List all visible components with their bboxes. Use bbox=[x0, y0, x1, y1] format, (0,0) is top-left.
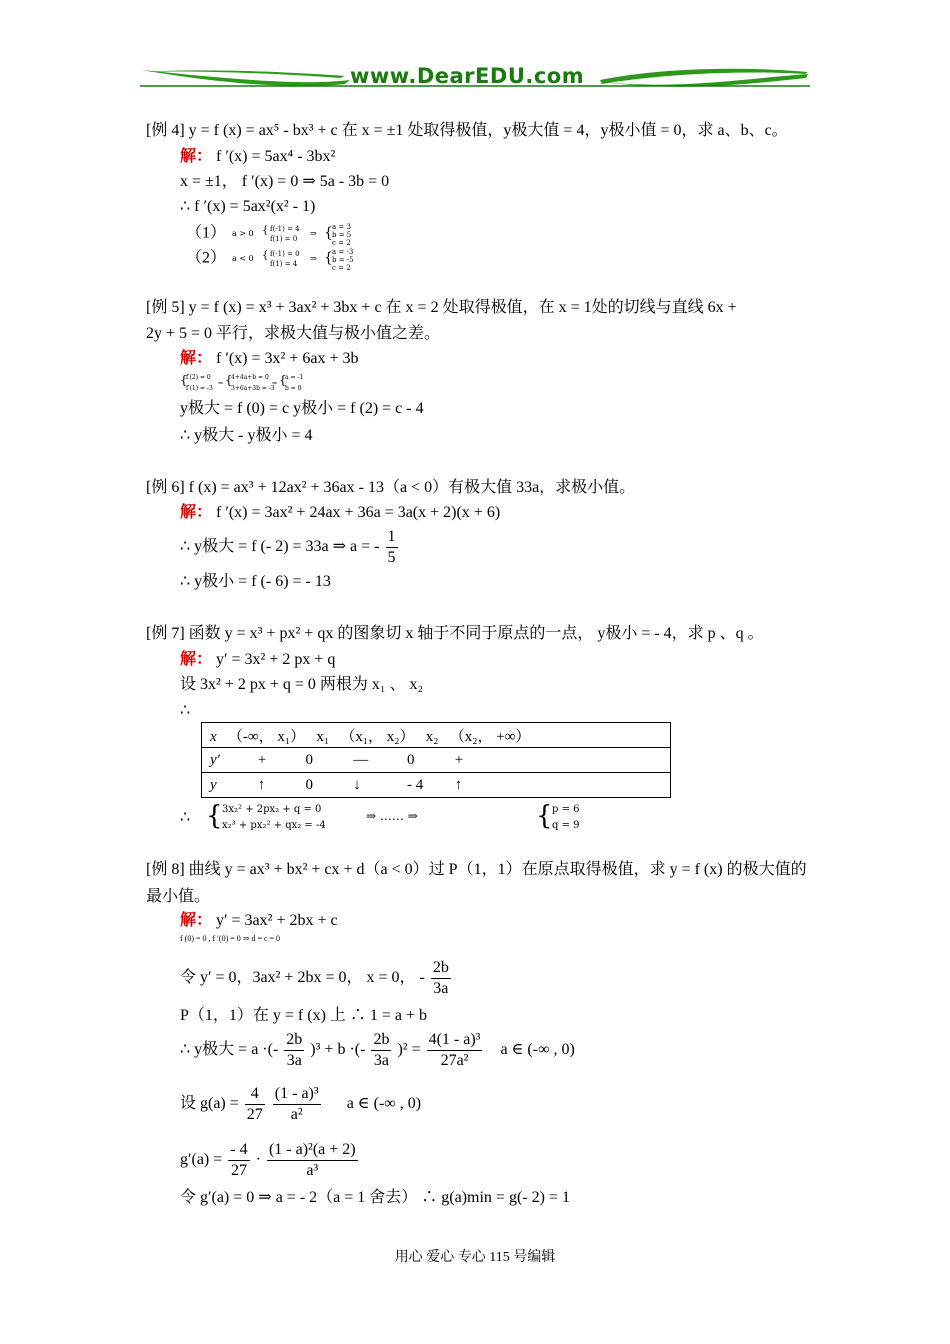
solution-label: 解： bbox=[180, 912, 213, 929]
case-1-system-image bbox=[230, 222, 410, 246]
table-cell: x₂ bbox=[425, 728, 439, 745]
example-4-case-2 bbox=[186, 247, 410, 271]
equation: g′(a) = bbox=[180, 1151, 223, 1169]
table-cell: （x₁， x₂） bbox=[340, 728, 415, 745]
svg-text:f′(2) = 0: f′(2) = 0 bbox=[186, 374, 211, 381]
equation: f ′(x) = 3x² + 6ax + 3b bbox=[216, 350, 359, 367]
svg-text:f(-1) = 4: f(-1) = 4 bbox=[270, 225, 300, 233]
example-8-solution-7: 令 g′(a) = 0 ⇒ a = - 2（a = 1 舍去） ∴ g(a)min = g(- 2) = 1 bbox=[180, 1189, 570, 1206]
example-7-statement: [例 7] 函数 y = x³ + px² + qx 的图象切 x 轴于不同于原点的一点， y极小 = - 4，求 p 、q 。 bbox=[146, 625, 764, 642]
example-7-system-image bbox=[206, 800, 671, 834]
equation: f ′(x) = 5ax⁴ - 3bx² bbox=[216, 148, 336, 165]
equation: y′ = 3x² + 2 px + q bbox=[216, 651, 336, 668]
fraction: $\frac{2b}{3a}$ bbox=[432, 959, 449, 997]
svg-text:c = 2: c = 2 bbox=[332, 264, 351, 272]
svg-text:{: { bbox=[262, 225, 269, 236]
example-4-case-1 bbox=[186, 222, 410, 246]
svg-text:b = 0: b = 0 bbox=[285, 385, 302, 392]
table-cell: ↑ bbox=[257, 776, 266, 793]
equation: )² = bbox=[397, 1041, 421, 1059]
example-8-solution-3: P（1，1）在 y = f (x) 上 ∴ 1 = a + b bbox=[180, 1007, 428, 1024]
svg-text:f′(1) = -3: f′(1) = -3 bbox=[186, 385, 213, 392]
table-row bbox=[202, 723, 671, 748]
table-cell: 0 bbox=[305, 751, 313, 768]
example-5-statement-2: 2y + 5 = 0 平行，求极大值与极小值之差。 bbox=[146, 325, 441, 342]
fraction: $\frac{\text{(1 - a)³}}{\text{a²}}$ bbox=[274, 1085, 319, 1123]
example-5-solution-3: ∴ y极大 - y极小 = 4 bbox=[180, 427, 313, 444]
svg-text:{: { bbox=[180, 373, 188, 387]
svg-text:⇒: ⇒ bbox=[218, 380, 224, 387]
svg-text:x₂³ + px₂² + qx₂ = -4: x₂³ + px₂² + qx₂ = -4 bbox=[222, 820, 326, 831]
equation: )³ + b ·(- bbox=[310, 1041, 366, 1059]
example-8-solution-1 bbox=[180, 911, 338, 931]
example-5-solution-1 bbox=[180, 349, 358, 369]
svg-text:{: { bbox=[324, 250, 333, 266]
fraction: $\frac{- 4}{27}$ bbox=[230, 1141, 248, 1179]
example-8-statement-2: 最小值。 bbox=[146, 888, 211, 905]
svg-text:3+6a+3b = -3: 3+6a+3b = -3 bbox=[231, 385, 275, 392]
example-6-solution-3: ∴ y极小 = f (- 6) = - 13 bbox=[180, 573, 331, 590]
table-cell: 0 bbox=[407, 751, 415, 768]
svg-text:a = 3: a = 3 bbox=[332, 223, 351, 231]
table-cell: 0 bbox=[305, 776, 313, 793]
therefore-symbol-2: ∴ bbox=[180, 809, 191, 826]
svg-text:q = 9: q = 9 bbox=[552, 820, 580, 831]
example-4-solution-1 bbox=[180, 147, 335, 167]
example-4-statement: [例 4] y = f (x) = ax⁵ - bx³ + c 在 x = ±1 处取得极值，y极大值 = 4，y极小值 = 0，求 a、b、c。 bbox=[146, 122, 788, 139]
domain: a ∈ (-∞ , 0) bbox=[346, 1095, 422, 1113]
example-8-solution-4 bbox=[180, 1030, 575, 1071]
table-cell: + bbox=[257, 751, 267, 768]
table-cell: y bbox=[210, 776, 217, 793]
fraction: $\frac{2b}{3a}$ bbox=[373, 1031, 390, 1069]
site-logo[interactable]: www.DearEDU.com bbox=[350, 64, 585, 88]
svg-text:c = 2: c = 2 bbox=[332, 239, 351, 247]
case-2-system-image bbox=[230, 247, 410, 271]
svg-text:a = -3: a = -3 bbox=[332, 248, 354, 256]
svg-text:a < 0: a < 0 bbox=[232, 254, 254, 263]
case-label: （1） bbox=[186, 224, 227, 242]
table-cell: — bbox=[353, 751, 369, 768]
svg-text:{: { bbox=[262, 250, 269, 261]
page-footer: 用心 爱心 专心 115 号编辑 bbox=[394, 1250, 556, 1265]
svg-text:b = -5: b = -5 bbox=[332, 256, 354, 264]
equation: ∴ y极大 = f (- 2) = 33a ⇒ a = - bbox=[180, 538, 380, 556]
svg-text:f(-1) = 0: f(-1) = 0 bbox=[270, 250, 300, 258]
example-5-statement-1: [例 5] y = f (x) = x³ + 3ax² + 3bx + c 在 x = 2 处取得极值，在 x = 1处的切线与直线 6x + bbox=[146, 299, 737, 316]
fraction: $\frac{\text{(1 - a)²(a + 2)}}{\text{a³}}$ bbox=[268, 1141, 356, 1179]
svg-text:⇒ …… ⇒: ⇒ …… ⇒ bbox=[366, 809, 418, 823]
equation: ∴ y极大 = a ·(- bbox=[180, 1041, 279, 1059]
example-8-system: f (0) = 0 , f ′(0) = 0 ⇒ d = c = 0 bbox=[180, 934, 281, 943]
example-5-system-image bbox=[180, 370, 304, 396]
table-row bbox=[202, 773, 671, 798]
solution-label: 解： bbox=[180, 148, 213, 165]
equation: · bbox=[255, 1151, 261, 1169]
fraction: $\frac{1}{5}$ bbox=[387, 528, 396, 566]
example-4-solution-2: x = ±1， f ′(x) = 0 ⇒ 5a - 3b = 0 bbox=[180, 173, 390, 190]
svg-text:⇒: ⇒ bbox=[310, 229, 317, 238]
example-4-solution-3: ∴ f ′(x) = 5ax²(x² - 1) bbox=[180, 198, 316, 215]
table-cell: ↓ bbox=[353, 776, 361, 793]
case-label: （2） bbox=[186, 249, 227, 267]
solution-label: 解： bbox=[180, 504, 213, 521]
fraction: $\frac{2b}{3a}$ bbox=[286, 1031, 303, 1069]
svg-text:p = 6: p = 6 bbox=[552, 804, 580, 815]
fraction: $\frac{\text{4(1 - a)³}}{\text{27a²}}$ bbox=[428, 1031, 481, 1069]
table-cell: x bbox=[210, 728, 217, 745]
example-8-solution-6 bbox=[180, 1140, 360, 1181]
table-cell: （-∞， x₁） bbox=[227, 728, 306, 745]
table-row bbox=[202, 748, 671, 773]
svg-text:{: { bbox=[206, 801, 223, 831]
svg-text:f(1) = 4: f(1) = 4 bbox=[270, 260, 298, 268]
svg-text:⇒: ⇒ bbox=[272, 380, 278, 387]
table-cell: x₁ bbox=[316, 728, 330, 745]
svg-text:{: { bbox=[279, 373, 287, 387]
example-5-solution-2: y极大 = f (0) = c y极小 = f (2) = c - 4 bbox=[180, 400, 424, 417]
example-6-solution-2 bbox=[180, 527, 400, 568]
svg-text:4+4a+b = 0: 4+4a+b = 0 bbox=[231, 374, 269, 381]
example-8-statement-1: [例 8] 曲线 y = ax³ + bx² + cx + d（a < 0）过 P（1，1）在原点取得极值，求 y = f (x) 的极大值的 bbox=[146, 861, 807, 878]
solution-label: 解： bbox=[180, 651, 213, 668]
svg-text:{: { bbox=[324, 225, 333, 241]
example-8-solution-5 bbox=[180, 1084, 421, 1125]
example-7-solution-1 bbox=[180, 650, 335, 670]
equation: 设 g(a) = bbox=[180, 1095, 239, 1113]
table-cell: - 4 bbox=[407, 776, 424, 793]
svg-text:a > 0: a > 0 bbox=[232, 229, 254, 238]
equation: f ′(x) = 3ax² + 24ax + 36a = 3a(x + 2)(x + 6) bbox=[216, 504, 501, 521]
domain: a ∈ (-∞ , 0) bbox=[500, 1041, 575, 1059]
equation: 令 y′ = 0，3ax² + 2bx = 0， x = 0， - bbox=[180, 969, 425, 987]
table-cell: （x₂， +∞） bbox=[449, 728, 531, 745]
svg-text:b = 5: b = 5 bbox=[332, 231, 352, 239]
table-cell: y′ bbox=[210, 751, 220, 768]
table-cell: + bbox=[454, 751, 464, 768]
example-8-solution-2 bbox=[180, 958, 453, 999]
svg-text:f(1) = 0: f(1) = 0 bbox=[270, 235, 298, 243]
fraction: $\frac{4}{27}$ bbox=[246, 1085, 263, 1123]
therefore-symbol: ∴ bbox=[180, 702, 191, 719]
solution-label: 解： bbox=[180, 350, 213, 367]
example-6-solution-1 bbox=[180, 503, 500, 523]
example-6-statement: [例 6] f (x) = ax³ + 12ax² + 36ax - 13（a < 0）有极大值 33a，求极小值。 bbox=[146, 479, 636, 496]
svg-text:⇒: ⇒ bbox=[310, 254, 317, 263]
sign-table bbox=[201, 722, 671, 798]
svg-text:{: { bbox=[225, 373, 233, 387]
table-cell: ↑ bbox=[454, 776, 463, 793]
svg-text:{: { bbox=[536, 801, 553, 831]
svg-text:3x₂² + 2px₂ + q = 0: 3x₂² + 2px₂ + q = 0 bbox=[222, 804, 322, 815]
svg-text:a = -1: a = -1 bbox=[285, 374, 304, 381]
equation: y′ = 3ax² + 2bx + c bbox=[216, 912, 338, 929]
example-7-solution-2: 设 3x² + 2 px + q = 0 两根为 x₁ 、 x₂ bbox=[180, 676, 424, 693]
